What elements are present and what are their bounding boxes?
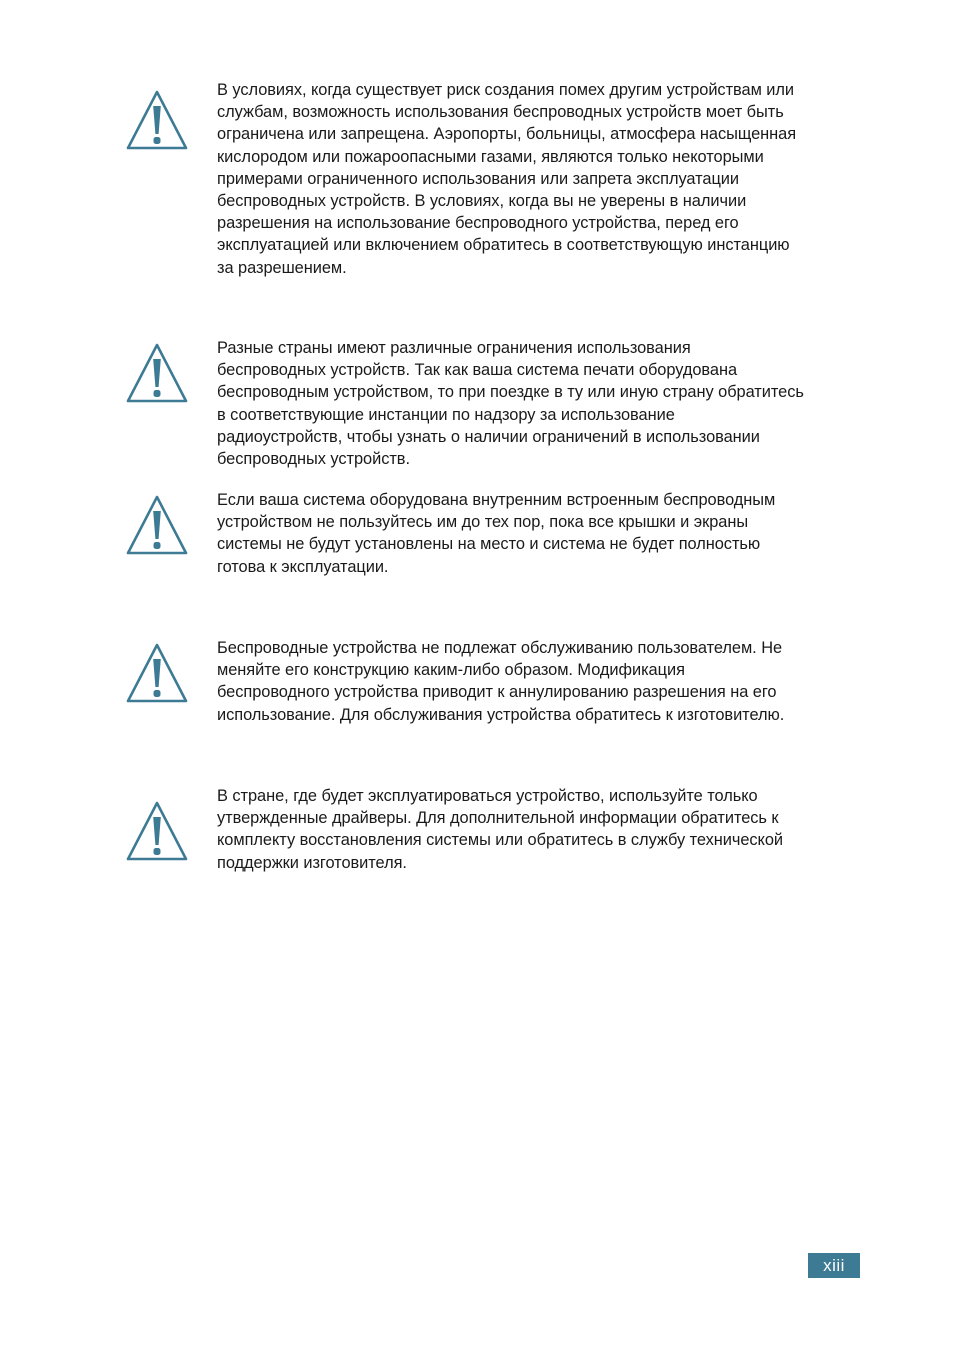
warning-text: Разные страны имеют различные ограничения использования беспроводных устройств. Так как ваша система печати оборудована беспроводным устройством, то при поездке в ту или иную страну обратитесь в соответствующие инстанции по надзору за использование радиоустройств, чтобы узнать о наличии ограничений в использовании беспроводных устройств. [217, 339, 804, 469]
warning-text: В стране, где будет эксплуатироваться устройство, используйте только утвержденные драйверы. Для дополнительной информации обратитесь к комплекту восстановления системы или обратитесь в службу технической поддержки изготовителя. [217, 787, 784, 872]
warning-triangle-icon [125, 494, 189, 556]
warning-text: В условиях, когда существует риск создания помех другим устройствам или службам, возможность использования беспроводных устройств моет быть ограничена или запрещена. Аэропорты, больницы, атмосфера насыщенная кислородом или пожароопасными газами, являются только некоторыми примерами ограниченного использования или запрета эксплуатации беспроводных устройств. В условиях, когда вы не уверены в наличии разрешения на использование беспроводного устройства, перед его эксплуатацией или включением обратитесь в соответствующую инстанцию за разрешением. [217, 81, 797, 277]
warning-triangle-icon [125, 800, 189, 862]
page-number: xiii [808, 1253, 860, 1278]
warning-triangle-icon [125, 89, 189, 151]
warning-text: Беспроводные устройства не подлежат обслуживанию пользователем. Не меняйте его конструкцию каким-либо образом. Модификация беспроводного устройства приводит к аннулированию разрешения на его использование. Для обслуживания устройства обратитесь к изготовителю. [217, 639, 785, 724]
warning-triangle-icon [125, 342, 189, 404]
warning-text: Если ваша система оборудована внутренним встроенным беспроводным устройством не пользуйтесь им до тех пор, пока все крышки и экраны системы не будут установлены на место и система не будет полностью готова к эксплуатации. [217, 491, 776, 576]
warning-triangle-icon [125, 642, 189, 704]
